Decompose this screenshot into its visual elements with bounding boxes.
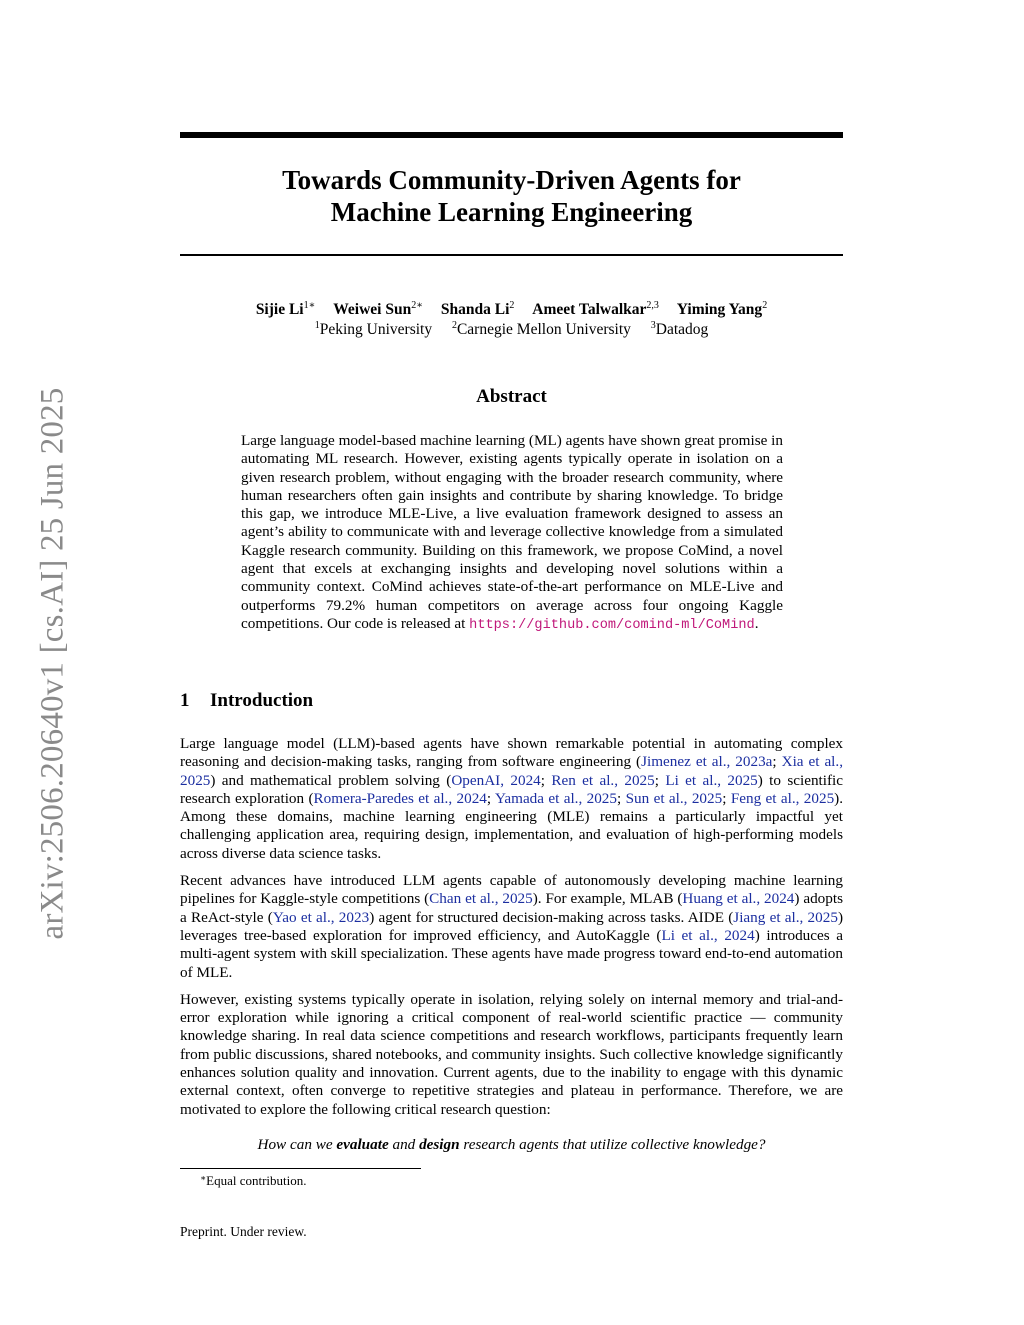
paragraph-3: However, existing systems typically operate in isolation, relying solely on internal memory and trial-and-error exploration while ignoring a critical component of real-world scientific practice — community knowledge sharing. In real data science competitions and research workflows, participants frequently learn from public discussions, shared notebooks, and community insights. Such collective knowledge significantly enhances solution quality and innovation. Current agents, due to the inability to engage with this dynamic external context, often converge to repetitive strategies and plateau in performance. Therefore, we are motivated to explore the following critical research question: (180, 990, 843, 1118)
research-question (180, 1136, 843, 1154)
author-affil-mark: 1∗ (303, 300, 316, 311)
arxiv-stamp (35, 378, 71, 948)
author-affil-mark: 2∗ (411, 300, 424, 311)
text-run: ; (486, 789, 495, 807)
text-run: ) and mathematical problem solving ( (210, 771, 452, 789)
text-run: ) agent for structured decision-making across tasks. AIDE ( (369, 908, 734, 926)
footnote-rule (180, 1168, 421, 1169)
author-affil-mark: 2,3 (646, 300, 659, 311)
citation-link[interactable]: Romera-Paredes et al., 2024 (313, 789, 487, 807)
citation-link[interactable]: Feng et al., 2025 (730, 789, 835, 807)
affiliation-name: Datadog (655, 321, 709, 338)
citation-link[interactable]: Jimenez et al., 2023a (641, 753, 773, 771)
affiliation-mark: 1 (314, 320, 320, 331)
text-run: ). Among these domains, machine learning engineering (MLE) remains a particularly impactful yet challenging application area, requiring design, implementation, and evaluation of high-performing models across diverse data science tasks. (180, 789, 844, 862)
author (256, 301, 316, 318)
citation-link[interactable]: Jiang et al., 2025 (733, 908, 838, 926)
author-affil-mark: 2 (762, 300, 768, 311)
author-name: Weiwei Sun (333, 301, 412, 318)
title-rule-bottom (180, 254, 843, 256)
text-run: ) leverages tree-based exploration for improved efficiency, and AutoKaggle ( (180, 908, 843, 944)
abstract-end: . (754, 614, 759, 632)
author-list (180, 300, 843, 320)
citation-link[interactable]: Li et al., 2024 (661, 926, 755, 944)
text-run: ) introduces a multi-agent system with skill specialization. These agents have made progress toward end-to-end automation of MLE. (180, 926, 844, 981)
title-rule-top (180, 132, 843, 138)
citation-link[interactable]: Xia et al., 2025 (180, 753, 843, 789)
affiliation-name: Peking University (319, 321, 433, 338)
text-run: and (388, 1136, 420, 1153)
citation-link[interactable]: Yamada et al., 2025 (494, 789, 617, 807)
abstract-body (241, 432, 783, 635)
footnote-text: Equal contribution. (206, 1173, 307, 1188)
footnote (200, 1173, 307, 1189)
text-run: research agents that utilize collective knowledge? (459, 1136, 766, 1153)
arxiv-stamp-text: arXiv:2506.20640v1 [cs.AI] 25 Jun 2025 (34, 386, 71, 940)
author-affil-mark: 2 (509, 300, 515, 311)
affiliation (651, 321, 709, 338)
author (677, 301, 767, 318)
author-name: Shanda Li (440, 301, 510, 318)
code-link[interactable]: https://github.com/comind-ml/CoMind (469, 617, 755, 633)
paragraph-2 (180, 872, 843, 982)
affiliation (315, 321, 432, 338)
author (441, 301, 515, 318)
text-run: Recent advances have introduced LLM agents capable of autonomously developing machine learning pipelines for Kaggle-style competitions ( (180, 872, 843, 908)
paper-title-line-2: Machine Learning Engineering (330, 197, 693, 227)
text-run: ; (654, 771, 666, 789)
introduction-body (180, 735, 843, 1128)
text-run: ). For example, MLAB ( (532, 890, 683, 908)
affiliation-mark: 2 (451, 320, 457, 331)
page-footer: Preprint. Under review. (180, 1224, 307, 1239)
citation-link[interactable]: Huang et al., 2024 (682, 890, 795, 908)
paper-title (180, 164, 843, 228)
section-title: Introduction (210, 690, 314, 711)
author-name: Ameet Talwalkar (532, 301, 647, 318)
paragraph-1 (180, 735, 843, 863)
author-name: Yiming Yang (676, 301, 763, 318)
author (532, 301, 659, 318)
text-run: ) adopts a ReAct-style ( (180, 890, 843, 926)
affiliation (452, 321, 631, 338)
emphasis-design: design (419, 1136, 460, 1153)
emphasis-evaluate: evaluate (336, 1136, 389, 1153)
text-run: ; (617, 789, 626, 807)
section-number: 1 (180, 690, 190, 711)
citation-link[interactable]: Ren et al., 2025 (551, 771, 655, 789)
author-name: Sijie Li (255, 301, 304, 318)
section-heading-introduction (180, 690, 313, 712)
text-run: ; (722, 789, 731, 807)
paper-title-line-1: Towards Community-Driven Agents for (282, 165, 741, 195)
text-run: ) to scientific research exploration ( (180, 771, 843, 807)
author (333, 301, 423, 318)
text-run: Large language model (LLM)-based agents have shown remarkable potential in automating complex reasoning and decision-making tasks, ranging from software engineering ( (180, 735, 843, 771)
abstract-heading: Abstract (476, 386, 547, 407)
citation-link[interactable]: Chan et al., 2025 (429, 890, 533, 908)
affiliation-list (180, 320, 843, 340)
affiliation-name: Carnegie Mellon University (456, 321, 631, 338)
citation-link[interactable]: OpenAI, 2024 (451, 771, 541, 789)
citation-link[interactable]: Yao et al., 2023 (272, 908, 370, 926)
citation-link[interactable]: Li et al., 2025 (665, 771, 758, 789)
text-run: ; (540, 771, 552, 789)
text-run: ; (772, 753, 782, 771)
abstract-text: Large language model-based machine learning (ML) agents have shown great promise in automating ML research. However, existing agents typically operate in isolation on a given research problem, without engaging with the broader research community, where human researchers often gain insights and contribute by sharing knowledge. To bridge this gap, we introduce MLE-Live, a live evaluation framework designed to assess an agent’s ability to communicate with and leverage collective knowledge from a simulated Kaggle research community. Building on this framework, we propose CoMind, a novel agent that excels at exchanging insights and developing novel solutions within a community context. CoMind achieves state-of-the-art performance on MLE-Live and outperforms 79.2% human competitors on average across four ongoing Kaggle competitions. Our code is released at (241, 432, 783, 632)
citation-link[interactable]: Sun et al., 2025 (625, 789, 723, 807)
text-run: How can we (257, 1136, 337, 1153)
footnote-mark: ∗ (200, 1173, 207, 1183)
affiliation-mark: 3 (650, 320, 656, 331)
